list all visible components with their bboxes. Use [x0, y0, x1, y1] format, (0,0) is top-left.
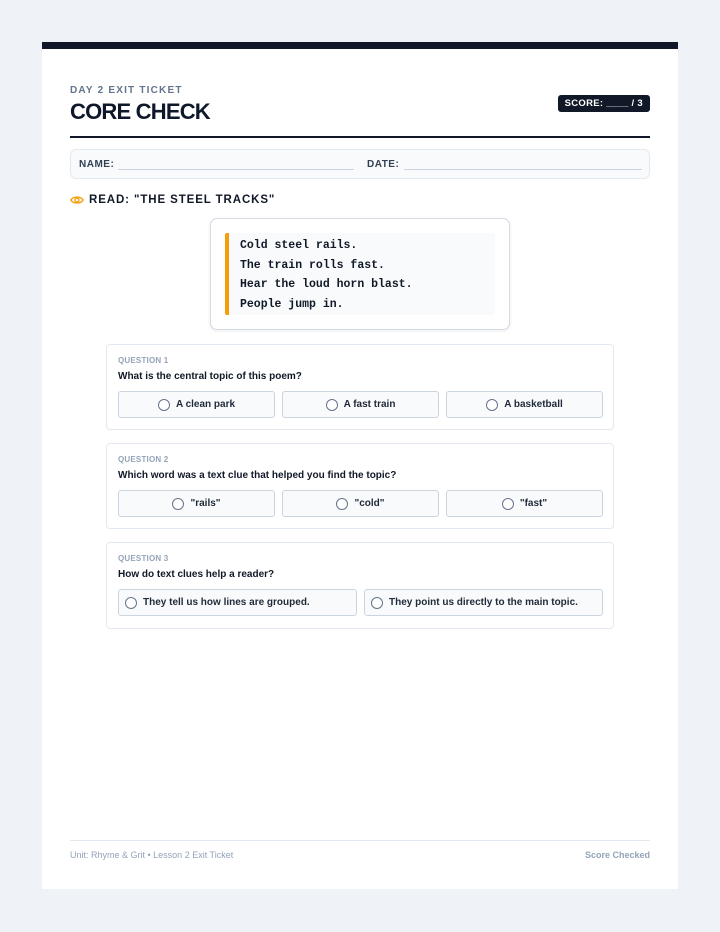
radio-circle-icon[interactable] — [502, 498, 514, 510]
option-label: "cold" — [354, 498, 385, 509]
question-card-2 — [106, 443, 614, 529]
answer-option-a-fast-train[interactable] — [282, 391, 439, 418]
poem-line: Hear the loud horn blast. — [240, 278, 413, 291]
option-label: They point us directly to the main topic. — [389, 597, 578, 608]
radio-circle-icon[interactable] — [336, 498, 348, 510]
answer-option-cold[interactable] — [282, 490, 439, 517]
answer-option-rails[interactable] — [118, 490, 275, 517]
date-field[interactable] — [404, 169, 642, 170]
reading-title: READ: "THE STEEL TRACKS" — [89, 194, 276, 206]
question-text: What is the central topic of this poem? — [118, 371, 302, 382]
page-title: CORE CHECK — [70, 99, 210, 124]
radio-circle-icon[interactable] — [172, 498, 184, 510]
option-label: A fast train — [343, 399, 396, 410]
poem-text — [225, 233, 495, 315]
answer-option-a-clean-park[interactable] — [118, 391, 275, 418]
name-label: NAME: — [79, 159, 115, 170]
title-divider — [70, 136, 650, 138]
option-label: "fast" — [519, 498, 548, 509]
radio-circle-icon[interactable] — [125, 597, 137, 609]
option-label: They tell us how lines are grouped. — [143, 597, 310, 608]
radio-circle-icon[interactable] — [486, 399, 498, 411]
question-text: How do text clues help a reader? — [118, 569, 275, 580]
answer-option-fast[interactable] — [446, 490, 603, 517]
option-label: A clean park — [175, 399, 236, 410]
question-card-3 — [106, 542, 614, 629]
question-number: QUESTION 3 — [118, 554, 169, 563]
option-label: "rails" — [190, 498, 221, 509]
footer-divider — [70, 840, 650, 841]
radio-circle-icon[interactable] — [158, 399, 170, 411]
question-number: QUESTION 2 — [118, 455, 169, 464]
poem-line: People jump in. — [240, 297, 344, 311]
poem-line: Cold steel rails. — [240, 239, 358, 252]
radio-circle-icon[interactable] — [371, 597, 383, 609]
reading-heading — [70, 193, 275, 207]
poem-line: The train rolls fast. — [240, 258, 385, 272]
score-badge: SCORE: ____ / 3 — [558, 95, 650, 112]
student-info-box — [70, 149, 650, 179]
question-number: QUESTION 1 — [118, 356, 169, 365]
answer-option-a-basketball[interactable] — [446, 391, 603, 418]
date-label: DATE: — [367, 159, 400, 170]
option-label: A basketball — [504, 399, 563, 410]
radio-circle-icon[interactable] — [326, 399, 338, 411]
question-text: Which word was a text clue that helped you find the topic? — [118, 470, 397, 481]
eye-icon — [70, 193, 84, 207]
footer-score-checked: Score Checked — [584, 850, 650, 860]
eyebrow-label: DAY 2 EXIT TICKET — [70, 85, 183, 96]
answer-option-main-topic[interactable] — [364, 589, 603, 616]
question-card-1 — [106, 344, 614, 430]
worksheet-page — [42, 42, 678, 889]
answer-option-lines-grouped[interactable] — [118, 589, 357, 616]
footer-unit-label: Unit: Rhyme & Grit • Lesson 2 Exit Ticket — [70, 850, 234, 860]
poem-card — [210, 218, 510, 330]
name-field[interactable] — [118, 169, 354, 170]
